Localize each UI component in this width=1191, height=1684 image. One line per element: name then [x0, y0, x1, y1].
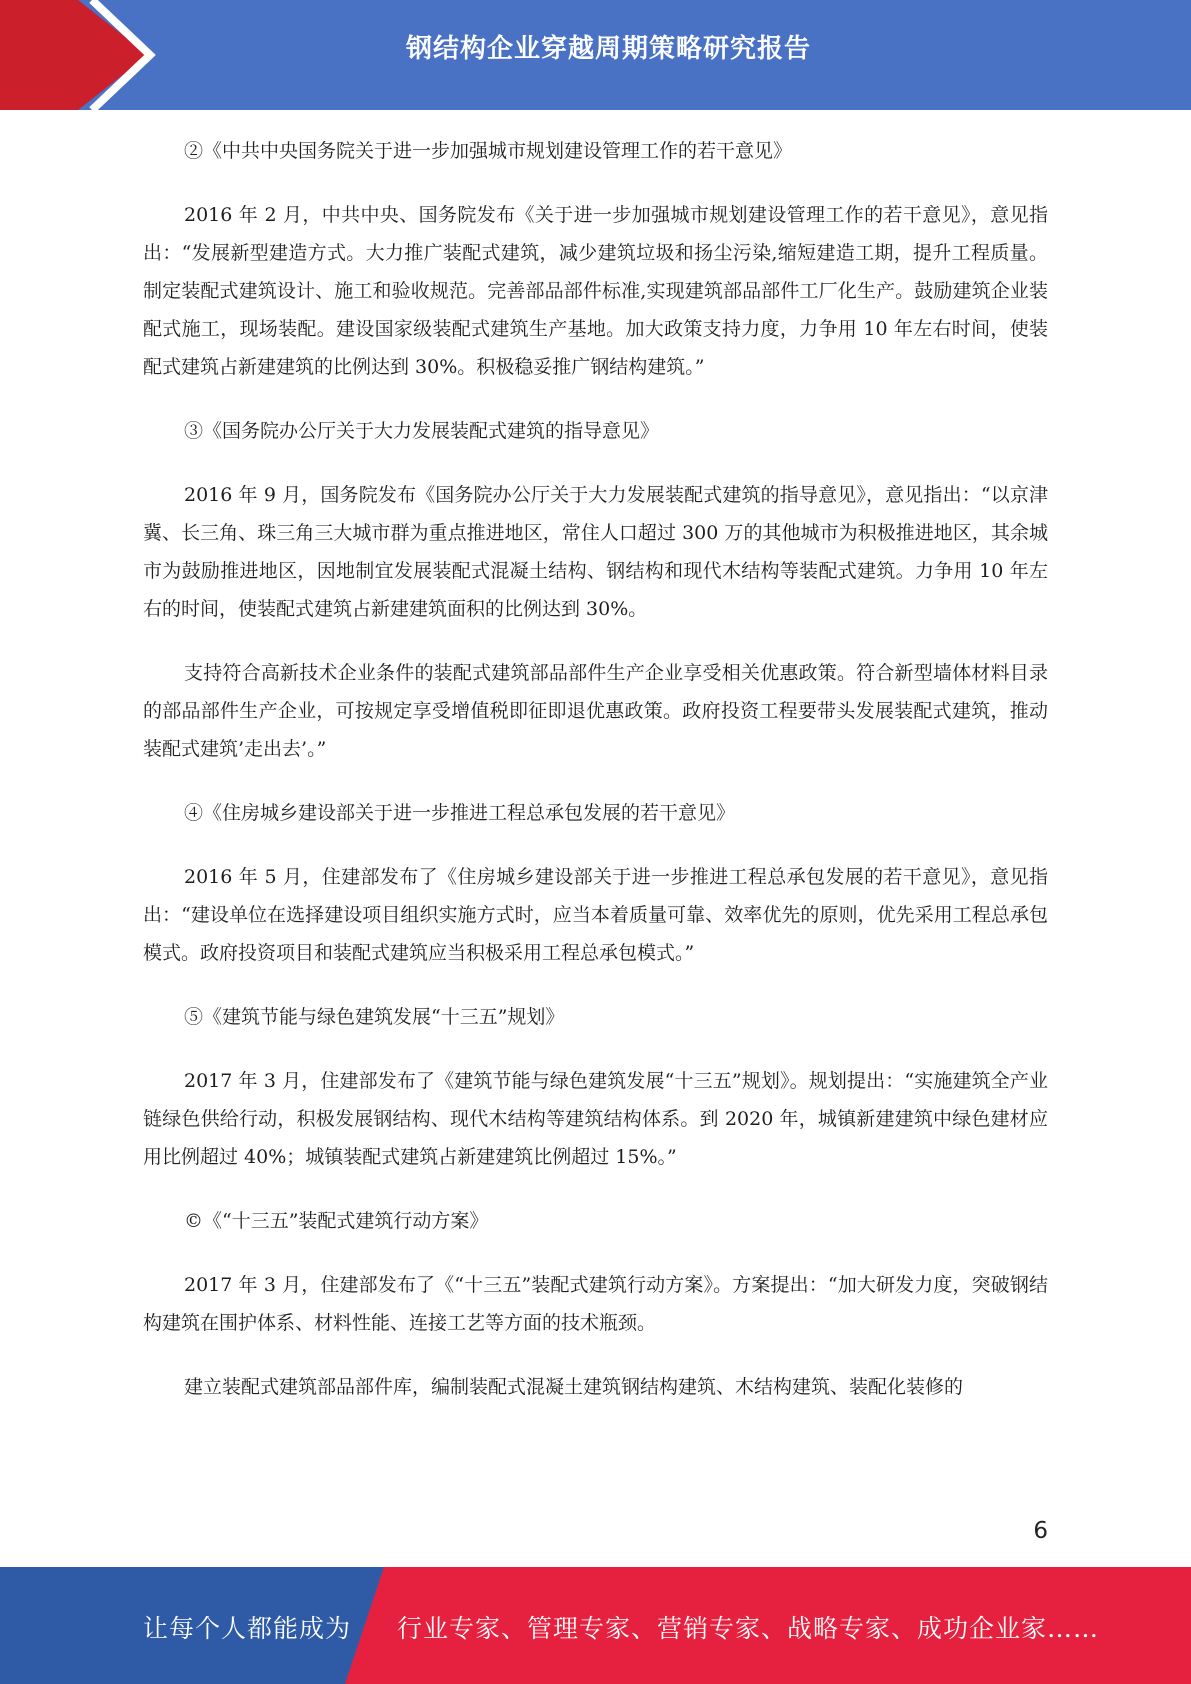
section-heading: ⑤《建筑节能与绿色建筑发展“十三五”规划》: [184, 1006, 565, 1028]
paragraph: 2016 年 5 月，住建部发布了《住房城乡建设部关于进一步推进工程总承包发展的若干意见》，意见指出：“建设单位在选择建设项目组织实施方式时，应当本着质量可靠、效率优先的原则，优先采用工程总承包模式。政府投资项目和装配式建筑应当积极采用工程总承包模式。”: [143, 866, 1048, 964]
paragraph: 支持符合高新技术企业条件的装配式建筑部品部件生产企业享受相关优惠政策。符合新型墙体材料目录的部品部件生产企业，可按规定享受增值税即征即退优惠政策。政府投资工程要带头发展装配式建筑，推动装配式建筑’走出去’。”: [143, 662, 1048, 760]
page-number: 6: [1033, 1518, 1048, 1544]
document-body: [143, 132, 1048, 1432]
paragraph: 2016 年 2 月，中共中央、国务院发布《关于进一步加强城市规划建设管理工作的若干意见》，意见指出：“发展新型建造方式。大力推广装配式建筑，减少建筑垃圾和扬尘污染,缩短建造工期，提升工程质量。制定装配式建筑设计、施工和验收规范。完善部品部件标准,实现建筑部品部件工厂化生产。鼓励建筑企业装配式施工，现场装配。建设国家级装配式建筑生产基地。加大政策支持力度，力争用 10 年左右时间，使装配式建筑占新建建筑的比例达到 30%。积极稳妥推广钢结构建筑。”: [143, 204, 1048, 378]
page-header: [0, 0, 1191, 110]
paragraph: 2016 年 9 月，国务院发布《国务院办公厅关于大力发展装配式建筑的指导意见》，意见指出：“以京津冀、长三角、珠三角三大城市群为重点推进地区，常住人口超过 300 万的其他城市为积极推进地区，其余城市为鼓励推进地区，因地制宜发展装配式混凝土结构、钢结构和现代木结构等装配式建筑。力争用 10 年左右的时间，使装配式建筑占新建建筑面积的比例达到 30%。: [143, 484, 1048, 620]
section-heading: ④《住房城乡建设部关于进一步推进工程总承包发展的若干意见》: [184, 802, 736, 824]
footer-slogan-right: 行业专家、管理专家、营销专家、战略专家、成功企业家……: [397, 1614, 1100, 1643]
report-title: 钢结构企业穿越周期策略研究报告: [405, 34, 811, 64]
footer-slogan-left: 让每个人都能成为: [143, 1614, 352, 1643]
page-footer: [0, 1567, 1191, 1684]
paragraph: 2017 年 3 月，住建部发布了《建筑节能与绿色建筑发展“十三五”规划》。规划提出：“实施建筑全产业链绿色供给行动，积极发展钢结构、现代木结构等建筑结构体系。到 2020 年，城镇新建建筑中绿色建材应用比例超过 40%；城镇装配式建筑占新建建筑比例超过 15%。”: [143, 1070, 1048, 1168]
section-heading: ②《中共中央国务院关于进一步加强城市规划建设管理工作的若干意见》: [184, 140, 793, 162]
paragraph: 建立装配式建筑部品部件库，编制装配式混凝土建筑钢结构建筑、木结构建筑、装配化装修的: [184, 1376, 964, 1398]
section-heading: ©《“十三五”装配式建筑行动方案》: [184, 1210, 489, 1232]
paragraph: 2017 年 3 月，住建部发布了《“十三五”装配式建筑行动方案》。方案提出：“加大研发力度，突破钢结构建筑在围护体系、材料性能、连接工艺等方面的技术瓶颈。: [143, 1274, 1048, 1334]
section-heading: ③《国务院办公厅关于大力发展装配式建筑的指导意见》: [184, 420, 660, 442]
